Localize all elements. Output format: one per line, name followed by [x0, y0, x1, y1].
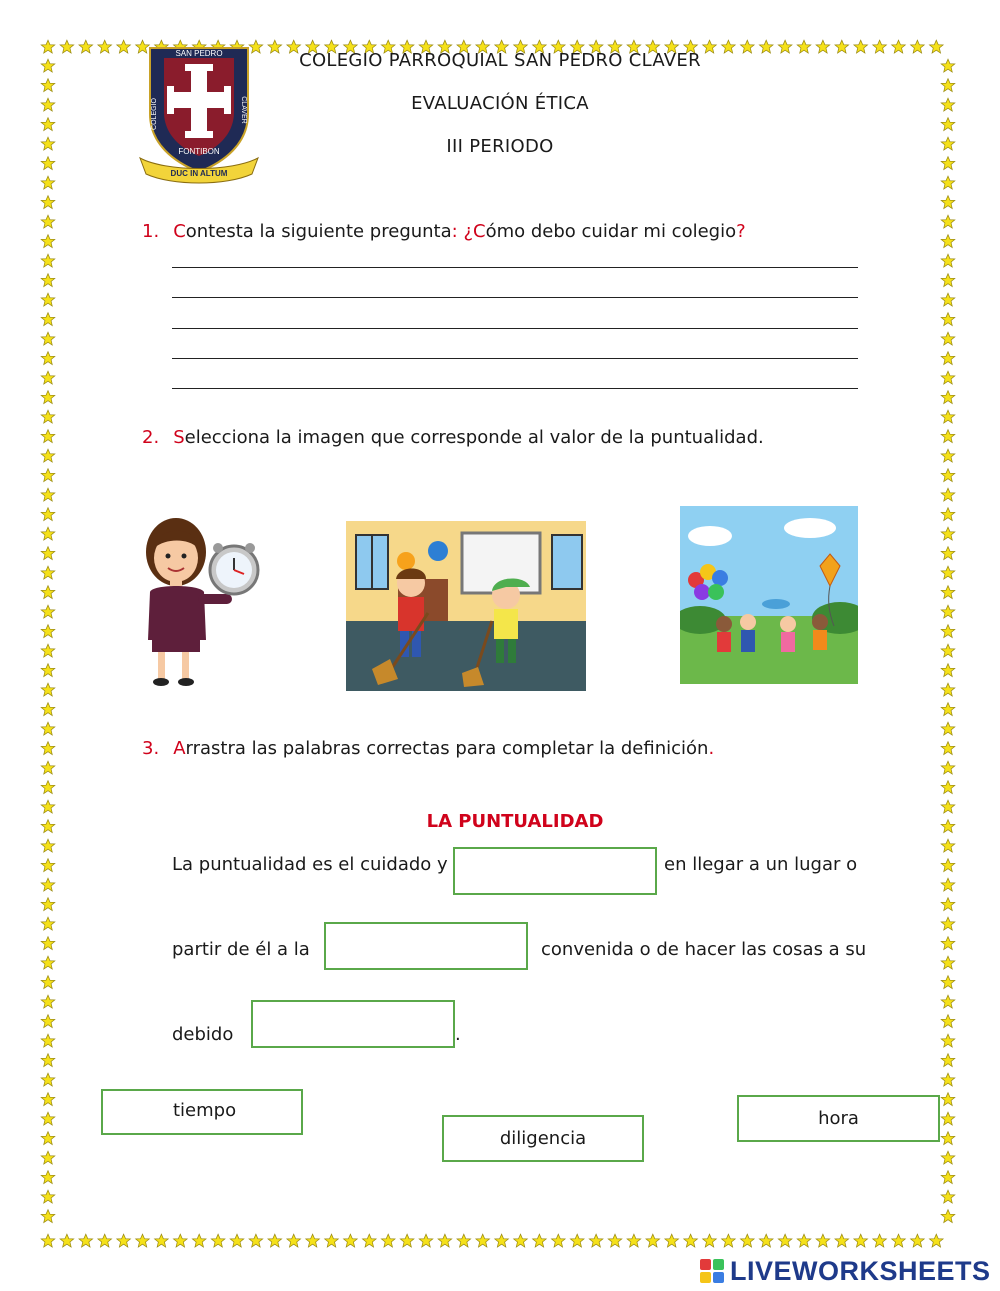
question-3 [142, 738, 714, 759]
definition-line-2-end: convenida o de hacer las cosas a su [541, 939, 867, 960]
border-star-icon [41, 664, 55, 677]
border-star-icon [41, 215, 55, 228]
border-star-icon [646, 1234, 660, 1247]
border-star-icon [79, 1234, 93, 1247]
border-star-icon [892, 1234, 906, 1247]
border-star-icon [941, 79, 955, 92]
border-star-icon [41, 644, 55, 657]
border-star-icon [941, 508, 955, 521]
question-2 [142, 427, 764, 448]
question-3-number: 3. [142, 738, 160, 759]
border-star-icon [941, 391, 955, 404]
border-star-icon [457, 1234, 471, 1247]
border-star-icon [419, 1234, 433, 1247]
border-star-icon [835, 1234, 849, 1247]
border-star-icon [325, 1234, 339, 1247]
teacher-with-clock-image[interactable] [136, 508, 262, 688]
border-star-icon [41, 274, 55, 287]
question-1-close: ? [736, 221, 746, 242]
border-star-icon [41, 742, 55, 755]
border-star-icon [344, 1234, 358, 1247]
border-star-icon [941, 293, 955, 306]
border-star-icon [627, 1234, 641, 1247]
border-star-icon [41, 1234, 55, 1247]
border-star-icon [941, 586, 955, 599]
border-star-icon [941, 196, 955, 209]
border-star-icon [41, 547, 55, 560]
school-name: COLEGIO PARROQUIAL SAN PEDRO CLAVER [299, 50, 701, 71]
border-star-icon [941, 761, 955, 774]
border-star-icon [941, 332, 955, 345]
border-star-icon [41, 566, 55, 579]
answer-line-4[interactable] [172, 358, 858, 359]
children-playing-image[interactable] [680, 506, 858, 684]
border-star-icon [41, 781, 55, 794]
border-star-icon [438, 1234, 452, 1247]
border-star-icon [41, 1054, 55, 1067]
border-star-icon [570, 1234, 584, 1247]
question-1-number: 1. [142, 221, 160, 242]
definition-line-1-end: en llegar a un lugar o [664, 854, 858, 875]
border-star-icon [117, 1234, 131, 1247]
border-star-icon [41, 586, 55, 599]
border-star-icon [941, 1054, 955, 1067]
border-star-icon [41, 1015, 55, 1028]
answer-line-5[interactable] [172, 388, 858, 389]
border-star-icon [941, 488, 955, 501]
border-star-icon [722, 1234, 736, 1247]
border-star-icon [41, 956, 55, 969]
border-star-icon [192, 1234, 206, 1247]
border-star-icon [941, 1190, 955, 1203]
border-star-icon [60, 1234, 74, 1247]
border-star-icon [941, 254, 955, 267]
answer-line-2[interactable] [172, 297, 858, 298]
question-1-colon: : [451, 221, 458, 242]
border-star-icon [41, 313, 55, 326]
border-star-icon [41, 683, 55, 696]
border-star-icon [589, 1234, 603, 1247]
period-label: III PERIODO [446, 136, 554, 157]
border-star-icon [41, 898, 55, 911]
border-star-icon [941, 371, 955, 384]
border-star-icon [941, 1093, 955, 1106]
question-1-initial: C [173, 221, 186, 242]
border-star-icon [381, 1234, 395, 1247]
border-star-icon [41, 488, 55, 501]
border-star-icon [495, 1234, 509, 1247]
border-star-icon [400, 1234, 414, 1247]
border-star-icon [941, 430, 955, 443]
border-star-icon [41, 352, 55, 365]
definition-title: LA PUNTUALIDAD [426, 811, 604, 832]
word-tiempo[interactable]: tiempo [101, 1089, 303, 1135]
border-star-icon [287, 1234, 301, 1247]
border-star-icon [941, 722, 955, 735]
border-star-icon [911, 1234, 925, 1247]
border-star-icon [941, 742, 955, 755]
border-star-icon [41, 976, 55, 989]
question-3-period: . [708, 738, 715, 759]
border-star-icon [941, 917, 955, 930]
question-1-text-a: ontesta la siguiente pregunta [185, 221, 452, 242]
border-star-icon [174, 1234, 188, 1247]
border-star-icon [41, 79, 55, 92]
border-star-icon [41, 1210, 55, 1223]
definition-line-1-start: La puntualidad es el cuidado y [172, 854, 448, 875]
question-1-open: ¿C [463, 221, 486, 242]
border-star-icon [941, 839, 955, 852]
border-star-icon [136, 1234, 150, 1247]
border-star-icon [684, 1234, 698, 1247]
border-star-icon [306, 1234, 320, 1247]
border-star-icon [941, 313, 955, 326]
border-star-icon [363, 1234, 377, 1247]
border-star-icon [230, 1234, 244, 1247]
border-star-icon [941, 937, 955, 950]
border-star-icon [41, 605, 55, 618]
border-star-icon [41, 1151, 55, 1164]
border-star-icon [41, 1093, 55, 1106]
border-star-icon [930, 1234, 944, 1247]
border-star-icon [533, 1234, 547, 1247]
border-star-icon [941, 605, 955, 618]
border-star-icon [41, 1171, 55, 1184]
border-star-icon [941, 1015, 955, 1028]
drop-zone-3[interactable] [251, 1000, 455, 1048]
border-star-icon [941, 898, 955, 911]
question-2-number: 2. [142, 427, 160, 448]
drop-zone-1[interactable] [453, 847, 657, 895]
border-star-icon [941, 1112, 955, 1125]
crest-right-text: CLAVER [240, 96, 247, 124]
border-star-icon [41, 917, 55, 930]
border-star-icon [41, 508, 55, 521]
border-star-icon [41, 235, 55, 248]
border-star-icon [268, 1234, 282, 1247]
border-star-icon [41, 859, 55, 872]
border-star-icon [41, 937, 55, 950]
border-star-icon [941, 976, 955, 989]
border-star-icon [41, 1073, 55, 1086]
answer-line-1[interactable] [172, 267, 858, 268]
border-star-icon [476, 1234, 490, 1247]
border-star-icon [941, 527, 955, 540]
definition-line-3-end: . [455, 1024, 461, 1045]
border-star-icon [941, 449, 955, 462]
border-star-icon [514, 1234, 528, 1247]
border-star-icon [941, 566, 955, 579]
crest-bottom-text: FONTIBON [178, 147, 220, 156]
border-star-icon [941, 118, 955, 131]
border-star-icon [941, 1034, 955, 1047]
border-star-icon [249, 1234, 263, 1247]
border-star-icon [941, 410, 955, 423]
border-star-icon [41, 449, 55, 462]
border-star-icon [873, 1234, 887, 1247]
question-1-text-b: ómo debo cuidar mi colegio [485, 221, 737, 242]
question-2-text: elecciona la imagen que corresponde al valor de la puntualidad. [184, 427, 764, 448]
border-star-icon [41, 391, 55, 404]
brand-name: LIVEWORKSHEETS [730, 1255, 991, 1286]
evaluation-title: EVALUACIÓN ÉTICA [411, 93, 589, 114]
border-star-icon [41, 176, 55, 189]
border-star-icon [941, 644, 955, 657]
border-star-icon [608, 1234, 622, 1247]
question-3-text: rrastra las palabras correctas para completar la definición [185, 738, 709, 759]
border-star-icon [941, 664, 955, 677]
border-star-icon [41, 839, 55, 852]
border-star-icon [941, 176, 955, 189]
border-star-icon [41, 157, 55, 170]
border-star-icon [941, 215, 955, 228]
border-star-icon [941, 995, 955, 1008]
border-star-icon [941, 703, 955, 716]
border-star-icon [41, 196, 55, 209]
border-star-icon [41, 703, 55, 716]
border-star-icon [552, 1234, 566, 1247]
border-star-icon [941, 683, 955, 696]
crest-top-text: SAN PEDRO [175, 49, 223, 58]
border-star-icon [41, 995, 55, 1008]
word-diligencia[interactable]: diligencia [442, 1115, 644, 1162]
border-star-icon [941, 352, 955, 365]
border-star-icon [797, 1234, 811, 1247]
border-star-icon [41, 254, 55, 267]
liveworksheets-brand [700, 1254, 991, 1288]
border-star-icon [941, 878, 955, 891]
border-star-icon [155, 1234, 169, 1247]
border-star-icon [41, 1112, 55, 1125]
border-star-icon [41, 371, 55, 384]
definition-line-3-start: debido [172, 1024, 234, 1045]
border-star-icon [41, 118, 55, 131]
border-star-icon [941, 235, 955, 248]
border-star-icon [941, 469, 955, 482]
definition-line-2-start: partir de él a la [172, 939, 310, 960]
border-star-icon [41, 293, 55, 306]
border-star-icon [741, 1234, 755, 1247]
border-star-icon [703, 1234, 717, 1247]
border-star-icon [941, 956, 955, 969]
border-star-icon [941, 274, 955, 287]
border-star-icon [941, 1132, 955, 1145]
question-3-initial: A [173, 738, 186, 759]
border-star-icon [41, 722, 55, 735]
border-star-icon [941, 1210, 955, 1223]
border-star-icon [941, 1151, 955, 1164]
border-star-icon [665, 1234, 679, 1247]
drop-zone-2[interactable] [324, 922, 528, 970]
border-star-icon [759, 1234, 773, 1247]
answer-line-3[interactable] [172, 328, 858, 329]
border-star-icon [941, 547, 955, 560]
border-star-icon [941, 1171, 955, 1184]
border-star-icon [941, 781, 955, 794]
border-star-icon [41, 1034, 55, 1047]
border-star-icon [816, 1234, 830, 1247]
border-star-icon [778, 1234, 792, 1247]
border-star-icon [41, 878, 55, 891]
word-hora[interactable]: hora [737, 1095, 940, 1142]
border-star-icon [41, 430, 55, 443]
border-star-icon [211, 1234, 225, 1247]
border-star-icon [41, 469, 55, 482]
border-star-icon [854, 1234, 868, 1247]
crest-motto: DUC IN ALTUM [170, 169, 228, 178]
question-2-initial: S [173, 427, 185, 448]
question-1 [142, 221, 746, 242]
border-star-icon [41, 625, 55, 638]
border-star-icon [41, 410, 55, 423]
border-star-icon [41, 761, 55, 774]
children-sweeping-image[interactable] [346, 521, 586, 691]
border-star-icon [941, 859, 955, 872]
liveworksheets-logo-icon [700, 1259, 724, 1283]
border-star-icon [41, 1190, 55, 1203]
border-star-icon [98, 1234, 112, 1247]
border-star-icon [941, 1073, 955, 1086]
border-star-icon [41, 1132, 55, 1145]
border-star-icon [941, 157, 955, 170]
crest-left-text: COLEGIO [151, 98, 158, 130]
border-star-icon [941, 625, 955, 638]
border-star-icon [41, 527, 55, 540]
border-star-icon [41, 332, 55, 345]
